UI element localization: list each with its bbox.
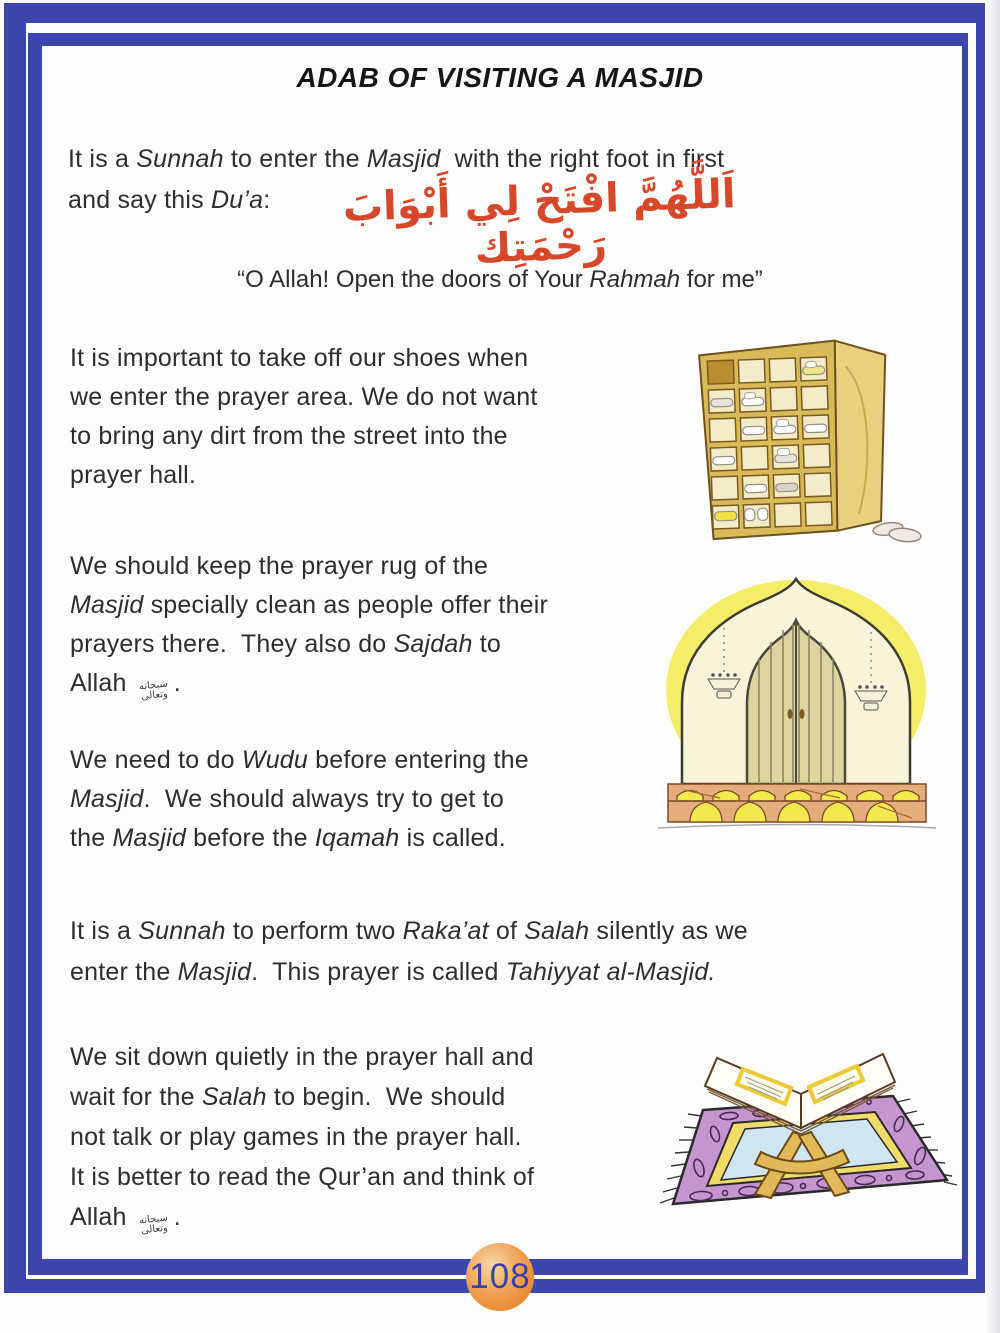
- quran-on-rug-illustration: [643, 1032, 961, 1230]
- shoe-rack-illustration: [686, 326, 922, 548]
- door-handle-left: [788, 709, 793, 719]
- page-number-badge: [466, 1243, 534, 1311]
- page-edge-shadow: [984, 0, 1000, 1333]
- arabic-dua: اَللَّهُمَّ افْتَحْ لِي أَبْوَابَ رَحْمَتِك: [342, 171, 737, 273]
- paragraph-shoes: It is important to take off our shoes when we enter the prayer area. We do not want to bring any dirt from the street into the prayer hall.: [70, 344, 538, 489]
- paragraph-sit-quietly: We sit down quietly in the prayer hall and wait for the Salah to begin. We should not talk or play games in the prayer hall. It is better to read the Qur’an and think of Allah سبحانه وتعالى .: [70, 1043, 535, 1237]
- paragraph-wudu: We need to do Wudu before entering the Masjid. We should always try to get to the Masjid before the Iqamah is called.: [70, 746, 529, 852]
- ground-line: [658, 825, 936, 829]
- intro-paragraph: It is a Sunnah to enter the Masjid with the right foot in first and say this Du’a:: [68, 145, 725, 214]
- shoes-on-floor: [872, 521, 921, 543]
- masjid-entrance-illustration: [650, 570, 944, 838]
- dua-translation: “O Allah! Open the doors of Your Rahmah for me”: [237, 266, 763, 293]
- paragraph-prayer-rug: We should keep the prayer rug of the Masjid specially clean as people offer their prayers there. They also do Sajdah to Allah سبحانه وتعالى .: [70, 552, 549, 703]
- door-handle-right: [800, 709, 805, 719]
- paragraph-tahiyyat: It is a Sunnah to perform two Raka’at of Salah silently as we enter the Masjid. This prayer is called Tahiyyat al-Masjid.: [70, 917, 748, 986]
- page-title: ADAB OF VISITING A MASJID: [296, 62, 704, 93]
- brick-floor: [668, 784, 926, 822]
- page-number: 108: [469, 1257, 531, 1296]
